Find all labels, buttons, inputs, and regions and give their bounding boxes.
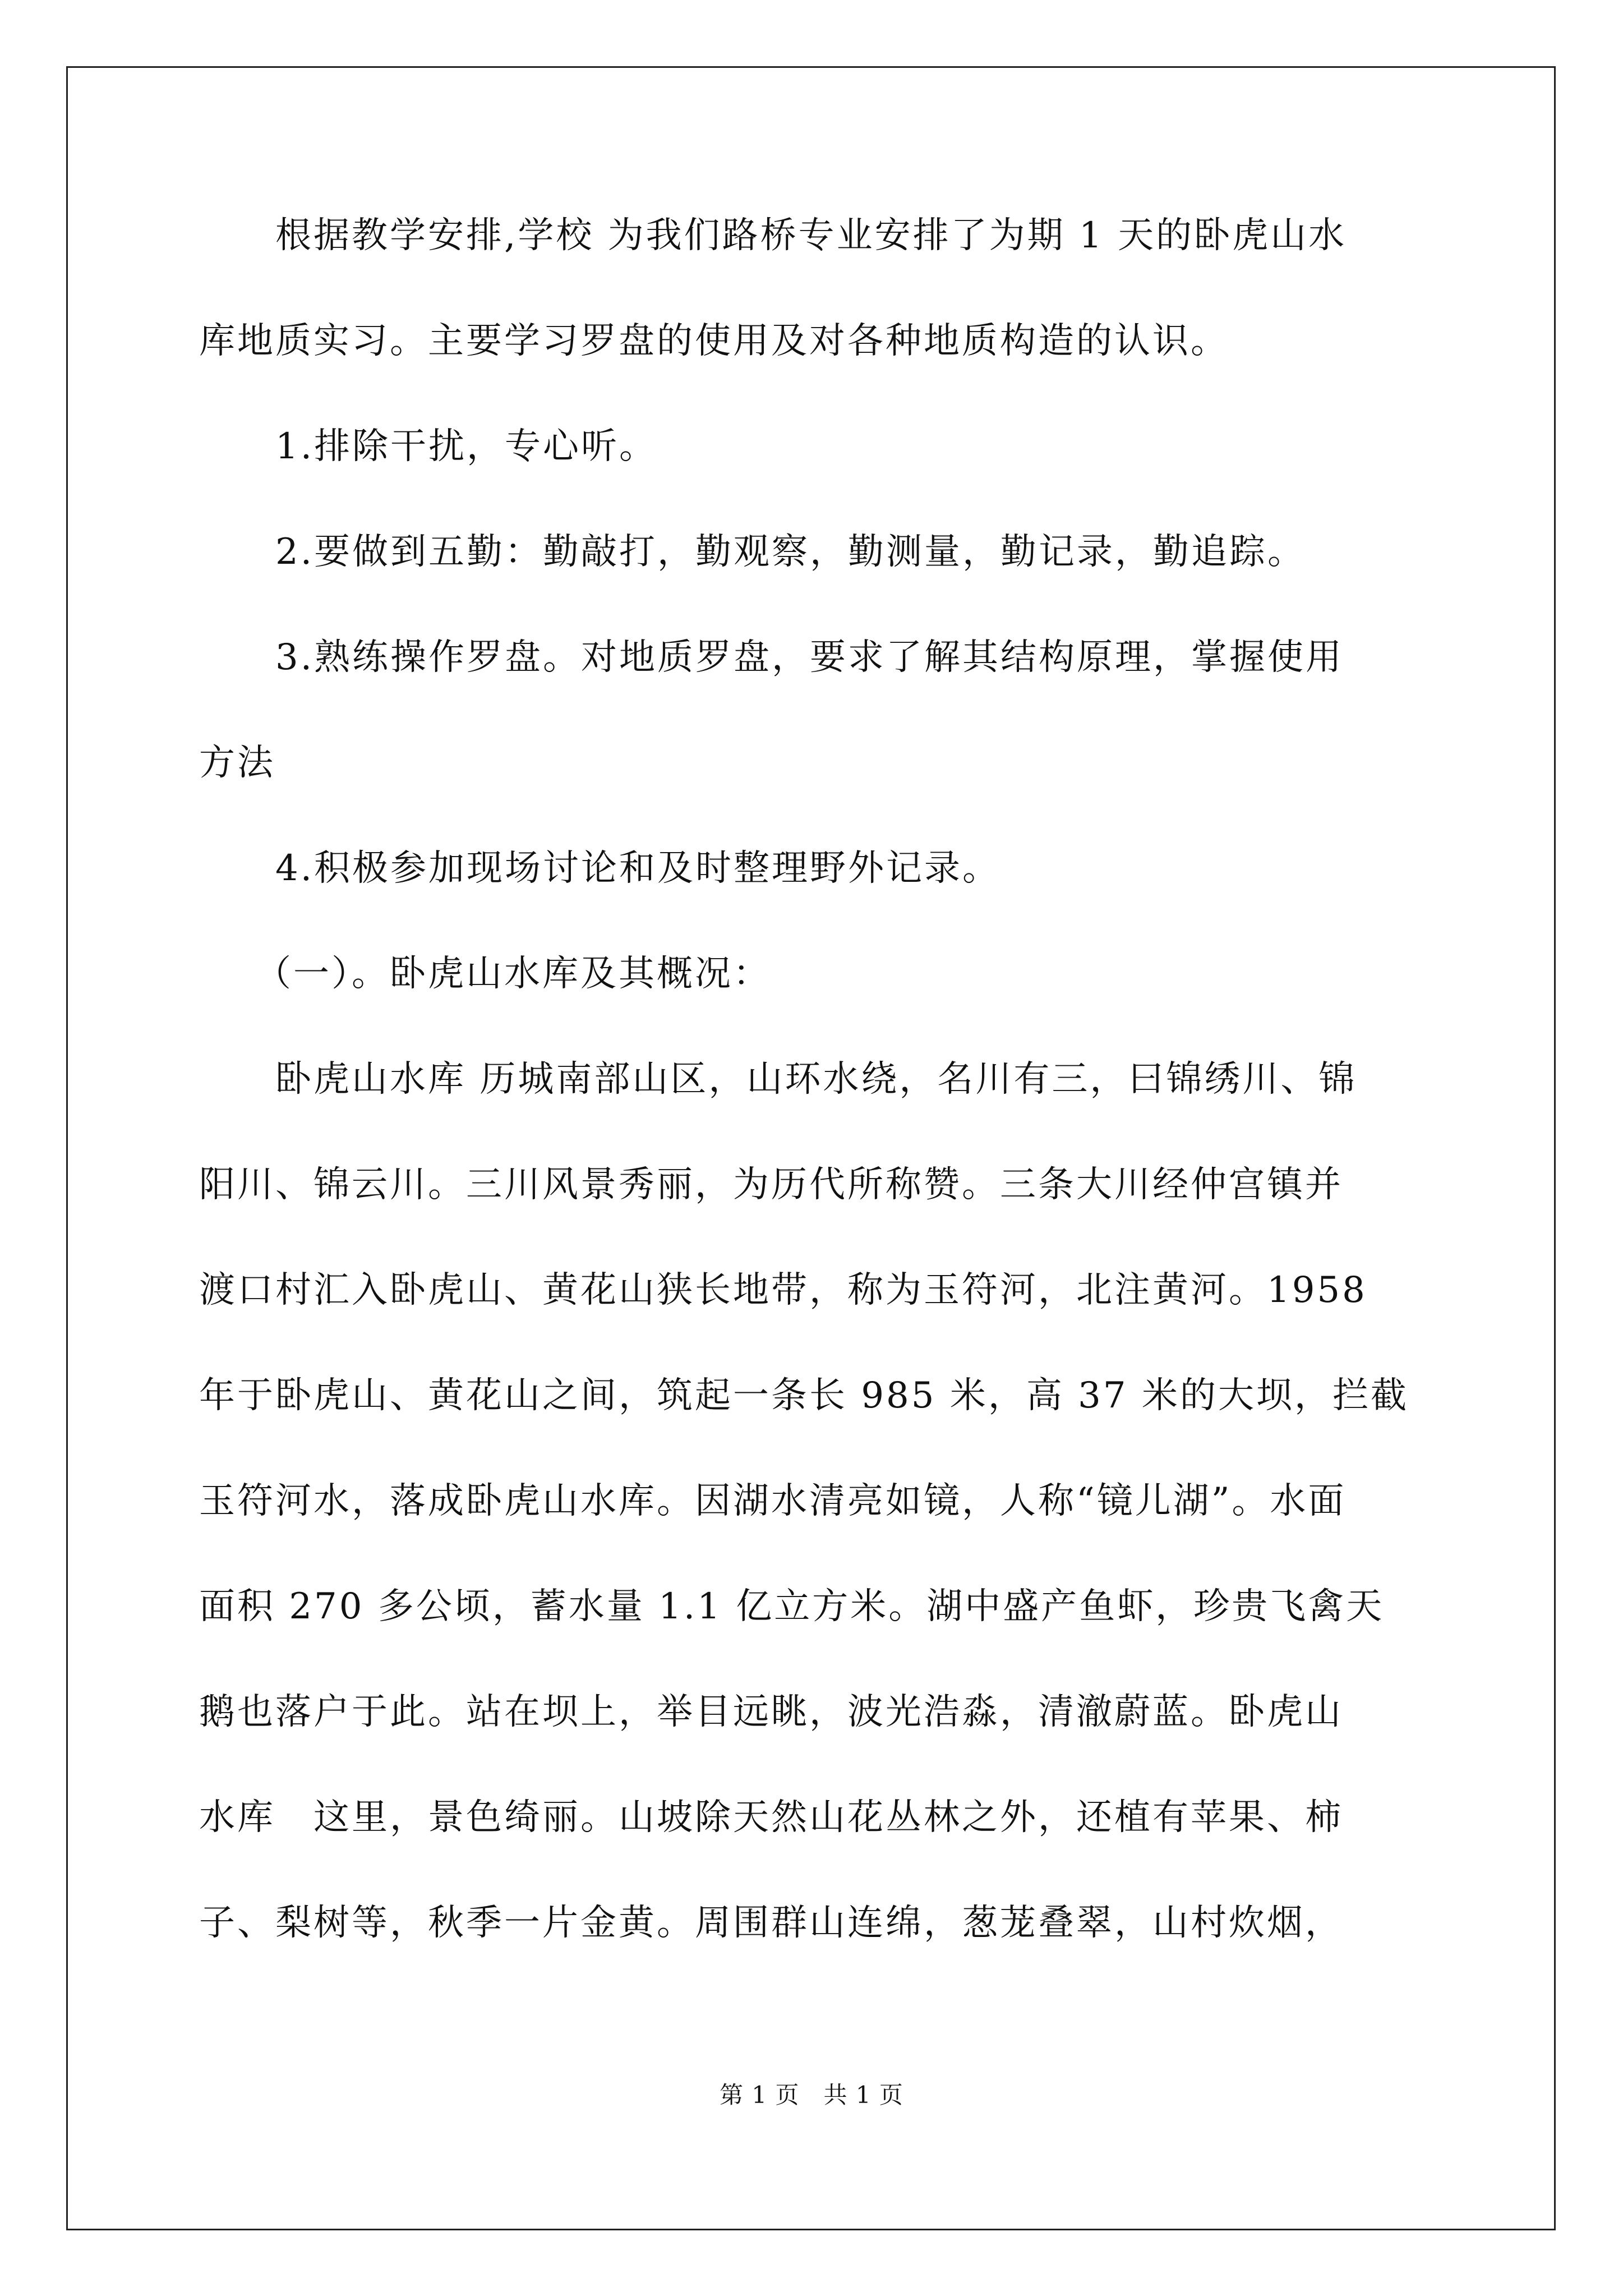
section-heading: （一）。卧虎山水库及其概况： — [255, 953, 771, 995]
list-item: 1.排除干扰，专心听。 — [275, 426, 658, 467]
list-item: 4.积极参加现场讨论和及时整理野外记录。 — [275, 848, 1001, 889]
paragraph-line: 年于卧虎山、黄花山之间，筑起一条长 985 米，高 37 米的大坝，拦截 — [199, 1375, 1409, 1416]
paragraph-line: 方法 — [199, 742, 275, 784]
paragraph-line: 面积 270 多公顷，蓄水量 1.1 亿立方米。湖中盛产鱼虾，珍贵飞禽天 — [199, 1586, 1385, 1627]
paragraph-line: 子、梨树等，秋季一片金黄。周围群山连绵，葱茏叠翠，山村炊烟， — [199, 1902, 1343, 1944]
paragraph-line: 渡口村汇入卧虎山、黄花山狭长地带，称为玉符河，北注黄河。1958 — [199, 1269, 1367, 1311]
page-footer: 第 1 页 共 1 页 — [720, 2081, 903, 2109]
paragraph-line: 鹅也落户于此。站在坝上，举目远眺，波光浩淼，清澈蔚蓝。卧虎山 — [199, 1691, 1343, 1733]
paragraph-line: 水库 这里，景色绮丽。山坡除天然山花丛林之外，还植有苹果、柿 — [199, 1797, 1343, 1838]
list-item: 3.熟练操作罗盘。对地质罗盘，要求了解其结构原理，掌握使用 — [275, 637, 1344, 678]
list-item: 2.要做到五勤：勤敲打，勤观察，勤测量，勤记录，勤追踪。 — [275, 531, 1306, 573]
paragraph-line: 玉符河水，落成卧虎山水库。因湖水清亮如镜，人称“镜儿湖”。水面 — [199, 1480, 1347, 1522]
paragraph-line: 根据教学安排,学校 为我们路桥专业安排了为期 1 天的卧虎山水 — [275, 215, 1347, 256]
paragraph-line: 阳川、锦云川。三川风景秀丽，为历代所称赞。三条大川经仲宫镇并 — [199, 1164, 1343, 1205]
paragraph-line: 卧虎山水库 历城南部山区，山环水绕，名川有三，曰锦绣川、锦 — [275, 1059, 1357, 1100]
paragraph-line: 库地质实习。主要学习罗盘的使用及对各种地质构造的认识。 — [199, 320, 1229, 362]
document-body — [199, 213, 1427, 2006]
